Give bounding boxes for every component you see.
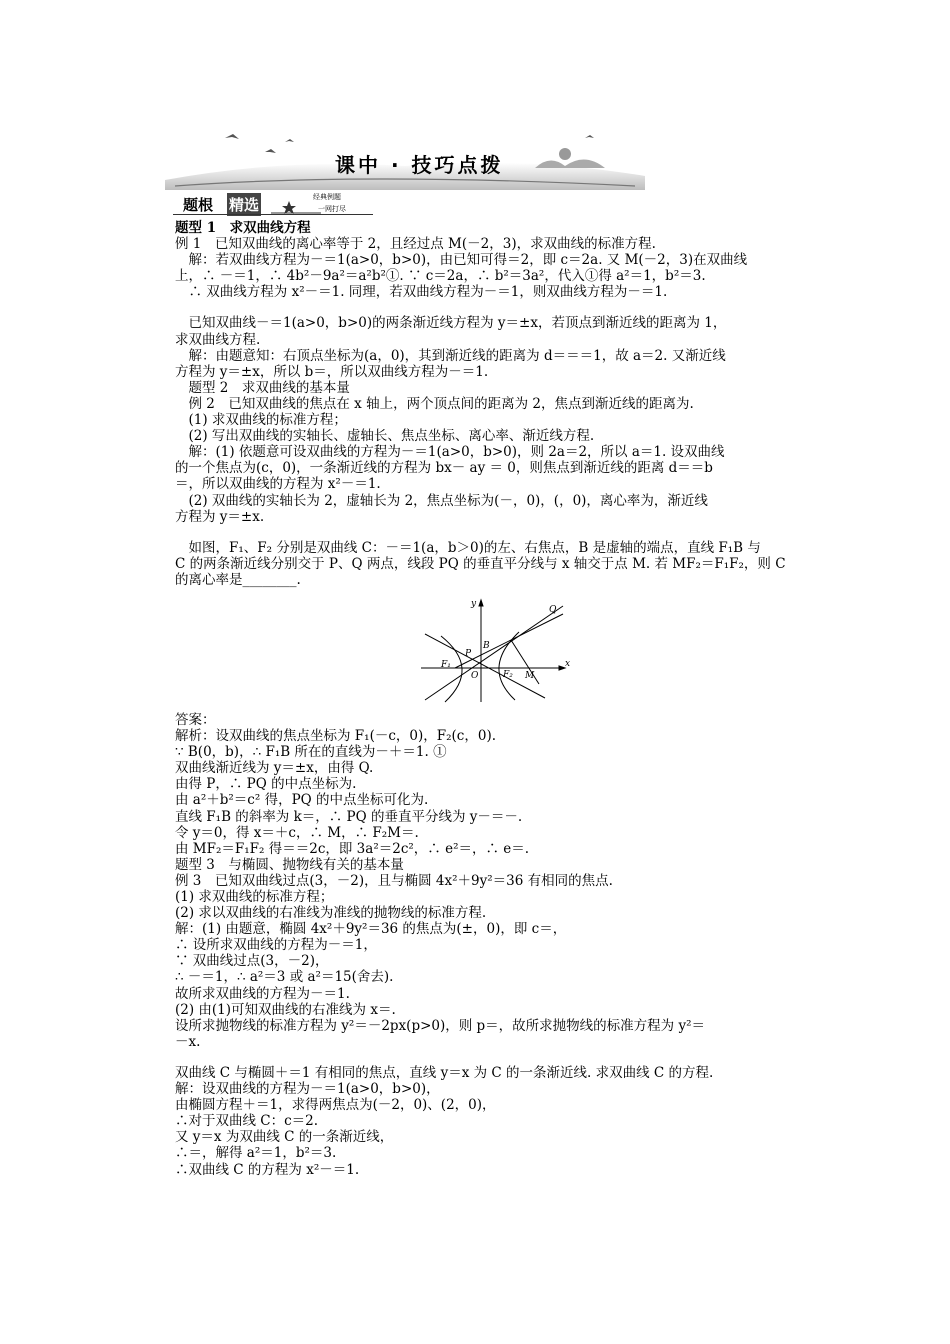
text-line: 的一个焦点为(c，0)，一条渐近线的方程为 bx－ ay ＝ 0，则焦点到渐近线的距离 d＝＝b [175,460,713,477]
text-line: ∴对于双曲线 C：c＝2. [175,1113,319,1130]
point-label: M [525,670,535,681]
text-line: 双曲线渐近线为 y＝±x，由得 Q. [175,760,374,777]
axis-label: x [565,658,571,669]
text-line: ∴＝，解得 a²＝1，b²＝3. [175,1145,337,1162]
hyperbola-diagram [415,596,575,704]
text-line: 由椭圆方程＋＝1，求得两焦点为(－2，0)、(2，0)， [175,1097,496,1114]
document-body [175,220,807,1178]
spacer [175,300,807,315]
text-line: 设所求抛物线的标准方程为 y²＝－2px(p>0)，则 p＝，故所求抛物线的标准方程为 y²＝ [175,1017,706,1034]
text-line: 故所求双曲线的方程为－＝1. [175,985,350,1002]
text-line: 已知双曲线－＝1(a>0，b>0)的两条渐近线方程为 y＝±x，若顶点到渐近线的距离为 1， [175,315,727,332]
banner-title: 课中 · 技巧点拨 [335,153,504,177]
text-line: (1) 求双曲线的标准方程； [175,889,334,905]
text-line: ∴ 双曲线方程为 x²－＝1. 同理，若双曲线方程为－＝1，则双曲线方程为－＝1. [175,284,668,301]
text-line: ∴双曲线 C 的方程为 x²－＝1. [175,1161,360,1178]
text-line: 题型 2 求双曲线的基本量 [175,379,350,396]
bird-icon [585,135,594,138]
text-line: 例 3 已知双曲线过点(3，－2)，且与椭圆 4x²＋9y²＝36 有相同的焦点. [175,872,613,889]
text-line: 方程为 y＝±x，所以 b＝，所以双曲线方程为－＝1. [175,363,489,380]
text-line: 由 a²＋b²＝c² 得，PQ 的中点坐标可化为. [175,792,429,809]
point-label: Q [549,604,557,615]
point-label: P [465,648,472,659]
text-line: 解：若双曲线方程为－＝1(a>0，b>0)，由已知可得＝2，即 c＝2a. 又 M(－2，3)在双曲线 [175,252,748,269]
divider [173,214,373,215]
star-icon [271,200,321,214]
text-line: ∵ 双曲线过点(3，－2)， [175,953,329,970]
spacer [175,1050,807,1065]
axis-label: y [471,598,477,609]
point-label: F₁ [441,659,451,670]
point-label: O [471,670,479,681]
text-line: 又 y＝x 为双曲线 C 的一条渐近线， [175,1129,394,1146]
text-line: ∴ －＝1，∴ a²＝3 或 a²＝15(舍去). [175,969,394,986]
section-label: 题根 [183,196,214,214]
sun-icon [559,148,571,160]
bird-icon [285,139,294,142]
section-tag: 经典例题 [313,193,341,201]
section-banner [173,192,373,216]
text-line: 令 y＝0，得 x＝＋c，∴ M，∴ F₂M＝. [175,824,419,841]
text-line: 上，∴ －＝1，∴ 4b²－9a²＝a²b²①. ∵ c＝2a，∴ b²＝3a²，代入①得 a²＝1，b²＝3. [175,268,706,285]
bird-icon [265,149,276,153]
text-line: 如图，F₁、F₂ 分别是双曲线 C：－＝1(a，b＞0)的左、右焦点，B 是虚轴的端点，直线 F₁B 与 [175,539,761,556]
text-line: 双曲线 C 与椭圆＋＝1 有相同的焦点，直线 y＝x 为 C 的一条渐近线. 求双曲线 C 的方程. [175,1064,714,1081]
text-line: (1) 求双曲线的标准方程； [175,412,347,429]
text-line: 解：由题意知：右顶点坐标为(a，0)，其到渐近线的距离为 d＝＝＝1，故 a＝2. 又渐近线 [175,347,726,364]
text-line: ＝，所以双曲线的方程为 x²－＝1. [175,476,381,493]
text-line: (2) 写出双曲线的实轴长、虚轴长、焦点坐标、离心率、渐近线方程. [175,428,595,445]
text-line: 解析：设双曲线的焦点坐标为 F₁(－c，0)，F₂(c，0). [175,728,497,745]
text-line: 解：(1) 由题意，椭圆 4x²＋9y²＝36 的焦点为(±，0)，即 c＝， [175,921,567,938]
text-line: C 的两条渐近线分别交于 P、Q 两点，线段 PQ 的垂直平分线与 x 轴交于点 M. 若 MF₂＝F₁F₂，则 C [175,555,786,572]
text-line: 题型 3 与椭圆、抛物线有关的基本量 [175,856,404,873]
text-line: 例 2 已知双曲线的焦点在 x 轴上，两个顶点间的距离为 2，焦点到渐近线的距离为. [175,395,694,412]
text-line: 直线 F₁B 的斜率为 k＝，∴ PQ 的垂直平分线为 y－＝－. [175,808,523,825]
text-line: 由得 P，∴ PQ 的中点坐标为. [175,776,357,793]
text-line: 方程为 y＝±x. [175,508,265,525]
text-line: 解：(1) 依题意可设双曲线的方程为－＝1(a>0，b>0)，则 2a＝2，所以 a＝1. 设双曲线 [175,444,725,461]
point-label: B [483,640,490,651]
text-line: (2) 由(1)可知双曲线的右准线为 x＝. [175,1001,396,1018]
text-line: 题型 1 求双曲线方程 [175,220,311,236]
text-line: 的离心率是________. [175,571,301,588]
text-line: 答案： [175,711,216,728]
spacer [175,525,807,540]
text-line: 解：设双曲线的方程为－＝1(a>0，b>0)， [175,1081,440,1098]
text-line: (2) 求以双曲线的右准线为准线的抛物线的标准方程. [175,905,487,922]
point-label: F₂ [503,669,513,680]
bird-icon [225,134,239,139]
section-label-highlight: 精选 [227,193,261,216]
hyperbola-figure [175,596,807,706]
text-line: ∵ B(0，b)，∴ F₁B 所在的直线为－＋＝1. ① [175,744,447,761]
text-line: (2) 双曲线的实轴长为 2，虚轴长为 2，焦点坐标为(－，0)，(，0)，离心率为，渐近线 [175,492,708,509]
text-line: －x. [175,1033,201,1050]
text-line: 例 1 已知双曲线的离心率等于 2，且经过点 M(－2，3)，求双曲线的标准方程. [175,236,656,253]
text-line: 由 MF₂＝F₁F₂ 得＝＝2c，即 3a²＝2c²，∴ e²＝，∴ e＝. [175,840,530,857]
text-line: ∴ 设所求双曲线的方程为－＝1， [175,937,377,954]
text-line: 求双曲线方程. [175,331,261,348]
section-tag: 一网打尽 [318,205,346,213]
